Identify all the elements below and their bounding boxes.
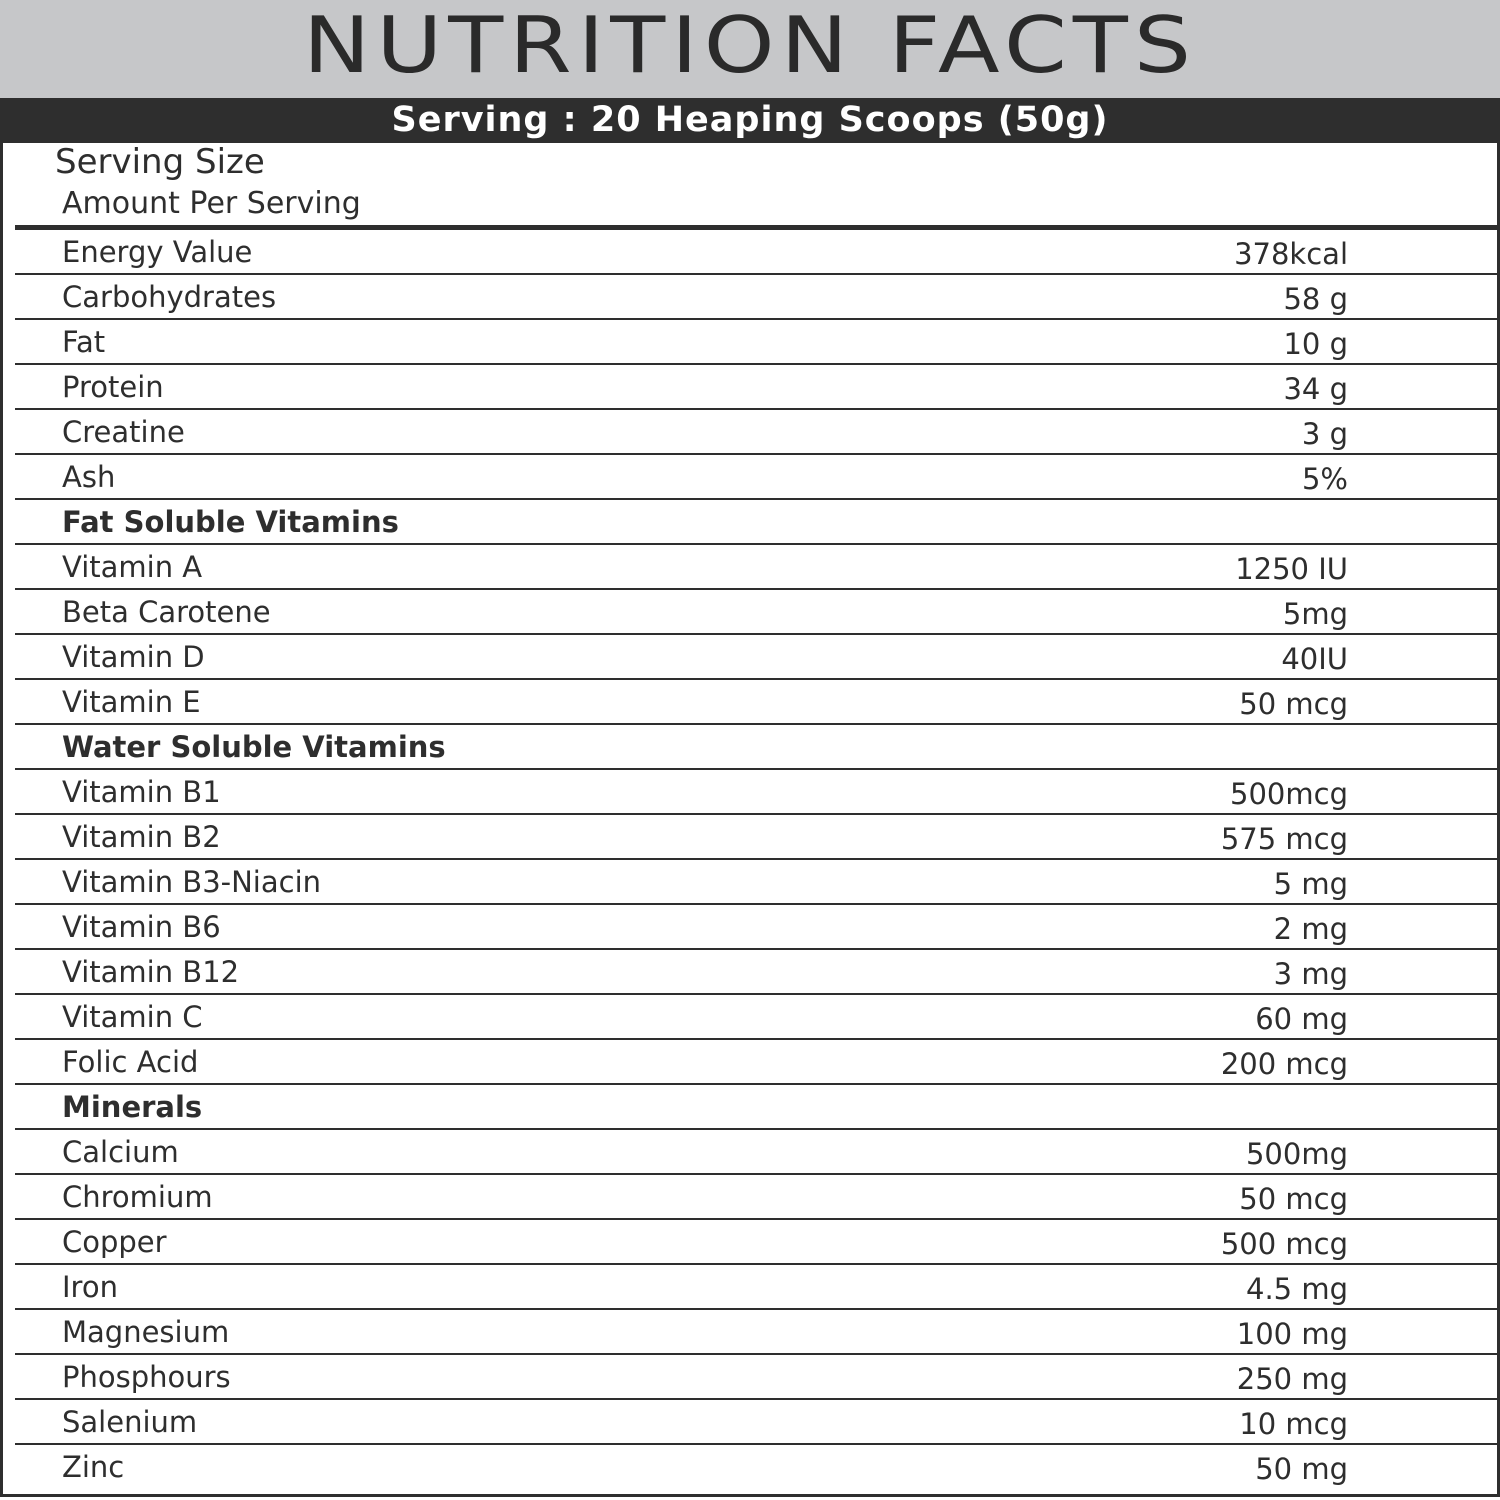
nutrient-name: Vitamin B2 [62, 820, 221, 854]
nutrient-name: Iron [62, 1270, 118, 1304]
nutrient-amount: 100 mg [1236, 1317, 1348, 1351]
table-row [15, 1400, 1499, 1445]
section-header-row [15, 725, 1499, 770]
nutrient-name: Calcium [62, 1135, 179, 1169]
serving-size-label: Serving Size [55, 142, 265, 182]
nutrient-amount: 34 g [1283, 372, 1348, 406]
nutrient-name: Zinc [62, 1450, 125, 1484]
table-row [15, 860, 1499, 905]
nutrient-name: Folic Acid [62, 1045, 199, 1079]
facts-table [15, 230, 1499, 1488]
page-title: NUTRITION FACTS [303, 0, 1197, 91]
table-row [15, 275, 1499, 320]
nutrient-amount: 3 mg [1273, 957, 1348, 991]
nutrient-amount: 10 mcg [1239, 1407, 1348, 1441]
nutrient-amount: 5 mg [1273, 867, 1348, 901]
table-row [15, 770, 1499, 815]
nutrient-amount: 500mg [1245, 1137, 1348, 1171]
nutrient-amount: 500mcg [1230, 777, 1348, 811]
nutrient-amount: 250 mg [1236, 1362, 1348, 1396]
nutrient-name: Energy Value [62, 235, 253, 269]
nutrient-amount: 58 g [1283, 282, 1348, 316]
table-row [15, 545, 1499, 590]
table-row [15, 950, 1499, 995]
nutrient-name: Carbohydrates [62, 280, 277, 314]
nutrient-name: Vitamin E [62, 685, 201, 719]
table-row [15, 1040, 1499, 1085]
nutrient-name: Magnesium [62, 1315, 230, 1349]
nutrient-amount: 500 mcg [1220, 1227, 1348, 1261]
nutrient-name: Vitamin A [62, 550, 203, 584]
table-row [15, 320, 1499, 365]
table-row [15, 1220, 1499, 1265]
table-row [15, 1175, 1499, 1220]
nutrient-name: Creatine [62, 415, 185, 449]
nutrient-name: Vitamin B3-Niacin [62, 865, 322, 899]
table-row [15, 1445, 1499, 1488]
nutrient-amount: 2 mg [1273, 912, 1348, 946]
nutrient-name: Beta Carotene [62, 595, 271, 629]
nutrient-name: Vitamin D [62, 640, 205, 674]
table-row [15, 1310, 1499, 1355]
table-row [15, 635, 1499, 680]
table-row [15, 815, 1499, 860]
nutrient-name: Phosphours [62, 1360, 231, 1394]
section-header-row [15, 500, 1499, 545]
table-row [15, 680, 1499, 725]
nutrient-name: Fat [62, 325, 106, 359]
nutrient-name: Salenium [62, 1405, 198, 1439]
nutrient-name: Vitamin B12 [62, 955, 240, 989]
nutrient-amount: 10 g [1283, 327, 1348, 361]
nutrient-amount: 1250 IU [1235, 552, 1348, 586]
nutrient-amount: 4.5 mg [1246, 1272, 1348, 1306]
nutrient-name: Ash [62, 460, 116, 494]
nutrient-amount: 200 mcg [1220, 1047, 1348, 1081]
nutrient-name: Vitamin B1 [62, 775, 221, 809]
nutrient-name: Copper [62, 1225, 167, 1259]
nutrient-amount: 575 mcg [1220, 822, 1348, 856]
nutrient-name: Chromium [62, 1180, 213, 1214]
table-row [15, 455, 1499, 500]
nutrient-amount: 40IU [1281, 642, 1348, 676]
table-row [15, 230, 1499, 275]
nutrient-amount: 3 g [1301, 417, 1348, 451]
table-row [15, 365, 1499, 410]
nutrient-amount: 60 mg [1255, 1002, 1348, 1036]
nutrient-amount: 378kcal [1234, 237, 1348, 271]
nutrient-amount: 50 mcg [1239, 1182, 1348, 1216]
nutrient-name: Protein [62, 370, 164, 404]
amount-per-serving-label: Amount Per Serving [62, 186, 361, 221]
section-header-row [15, 1085, 1499, 1130]
table-row [15, 905, 1499, 950]
table-row [15, 1355, 1499, 1400]
nutrient-name: Vitamin C [62, 1000, 203, 1034]
table-row [15, 410, 1499, 455]
table-row [15, 1265, 1499, 1310]
serving-info: Serving : 20 Heaping Scoops (50g) [391, 100, 1109, 140]
section-title: Water Soluble Vitamins [62, 730, 446, 764]
table-row [15, 995, 1499, 1040]
nutrient-name: Vitamin B6 [62, 910, 221, 944]
table-row [15, 590, 1499, 635]
table-row [15, 1130, 1499, 1175]
nutrient-amount: 5mg [1282, 597, 1348, 631]
nutrient-amount: 50 mg [1255, 1452, 1348, 1486]
section-title: Minerals [62, 1090, 203, 1124]
nutrient-amount: 5% [1301, 462, 1348, 496]
nutrient-amount: 50 mcg [1239, 687, 1348, 721]
section-title: Fat Soluble Vitamins [62, 505, 399, 539]
